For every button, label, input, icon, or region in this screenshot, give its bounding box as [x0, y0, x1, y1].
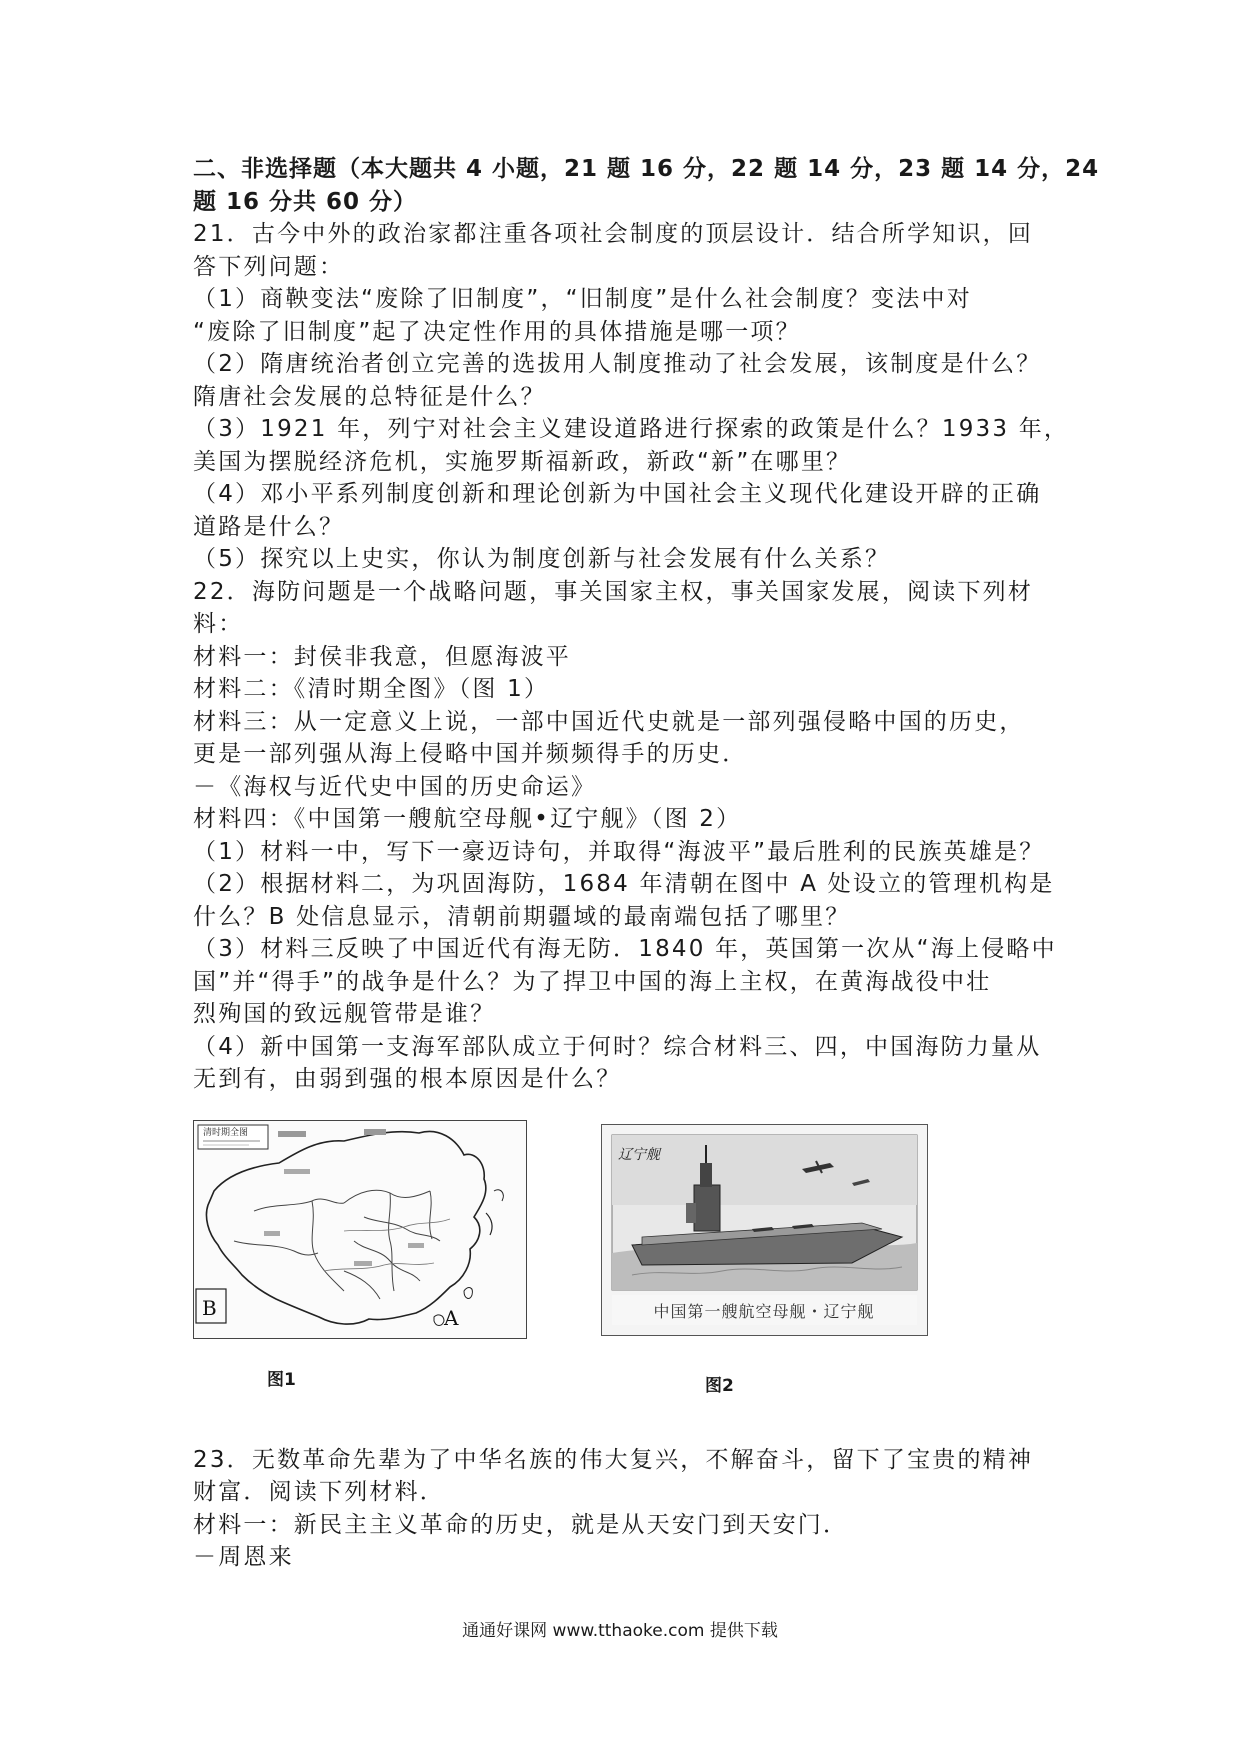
carrier-illustration	[602, 1125, 927, 1335]
question-content	[193, 153, 1100, 1574]
q23-line: －周恩来	[193, 1544, 294, 1570]
q21-line: 美国为摆脱经济危机，实施罗斯福新政，新政“新”在哪里？	[193, 448, 852, 475]
q22-line: 更是一部列强从海上侵略中国并频频得手的历史．	[193, 741, 748, 767]
q22-line: （2）根据材料二，为巩固海防，1684 年清朝在图中 A 处设立的管理机构是	[193, 871, 1055, 897]
question-21	[193, 218, 1070, 576]
q22-line: （3）材料三反映了中国近代有海无防．1840 年，英国第一次从“海上侵略中	[193, 936, 1057, 962]
figure-2-caption: 图2	[705, 1375, 734, 1396]
carrier-stamp-text: 辽宁舰	[618, 1146, 660, 1163]
q22-line: 什么？B 处信息显示，清朝前期疆域的最南端包括了哪里？	[193, 903, 851, 930]
q21-line: （5）探究以上史实，你认为制度创新与社会发展有什么关系？	[193, 546, 891, 572]
q22-line: 材料四：《中国第一艘航空母舰•辽宁舰》（图 2）	[193, 806, 742, 832]
q21-line: 隋唐社会发展的总特征是什么？	[193, 383, 546, 410]
carrier-banner: 中国第一艘航空母舰・辽宁舰	[653, 1301, 875, 1321]
q22-line: 材料一：封侯非我意，但愿海波平	[193, 643, 571, 670]
q22-line: －《海权与近代史中国的历史命运》	[193, 773, 597, 800]
figure-1-qing-map	[193, 1120, 527, 1339]
map-label-a: A	[444, 1305, 459, 1330]
q21-line: “废除了旧制度”起了决定性作用的具体措施是哪一项？	[193, 318, 801, 345]
page-footer: 通通好课网 www.tthaoke.com 提供下载	[462, 1621, 778, 1641]
question-22	[193, 576, 1063, 1096]
q22-line: 国”并“得手”的战争是什么？为了捍卫中国的海上主权，在黄海战役中壮	[193, 968, 992, 995]
q22-line: （1）材料一中，写下一豪迈诗句，并取得“海波平”最后胜利的民族英雄是？	[193, 838, 1045, 865]
figures-row	[193, 1110, 1063, 1410]
q21-line: （4）邓小平系列制度创新和理论创新为中国社会主义现代化建设开辟的正确	[193, 481, 1042, 507]
spacer	[193, 1410, 1063, 1444]
q22-line: 料：	[193, 611, 244, 637]
q21-line: 答下列问题：	[193, 253, 345, 280]
q21-line: （2）隋唐统治者创立完善的选拔用人制度推动了社会发展，该制度是什么？	[193, 351, 1042, 377]
q23-line: 财富．阅读下列材料．	[193, 1479, 445, 1505]
map-label-b: B	[202, 1295, 217, 1320]
q22-line: （4）新中国第一支海军部队成立于何时？综合材料三、四，中国海防力量从	[193, 1033, 1042, 1060]
q22-line: 22．海防问题是一个战略问题，事关国家主权，事关国家发展，阅读下列材	[193, 578, 1034, 605]
map-illustration	[194, 1121, 526, 1338]
section-heading-line-2: 题 16 分共 60 分）	[193, 188, 418, 215]
q22-line: 材料二：《清时期全图》（图 1）	[193, 676, 550, 702]
q22-line: 材料三：从一定意义上说，一部中国近代史就是一部列强侵略中国的历史，	[193, 708, 1025, 735]
q21-line: 道路是什么？	[193, 513, 345, 540]
map-title-box: 清时期全图	[203, 1127, 249, 1138]
q21-line: 21．古今中外的政治家都注重各项社会制度的顶层设计．结合所学知识，回	[193, 221, 1034, 247]
figure-2-liaoning-carrier	[601, 1124, 928, 1336]
q21-line: （1）商鞅变法“废除了旧制度”，“旧制度”是什么社会制度？变法中对	[193, 286, 972, 312]
q23-line: 23．无数革命先辈为了中华名族的伟大复兴，不解奋斗，留下了宝贵的精神	[193, 1446, 1034, 1473]
q23-line: 材料一：新民主主义革命的历史，就是从天安门到天安门．	[193, 1511, 849, 1538]
q21-line: （3）1921 年，列宁对社会主义建设道路进行探索的政策是什么？1933 年，	[193, 416, 1070, 442]
q22-line: 无到有，由弱到强的根本原因是什么？	[193, 1066, 622, 1092]
question-23	[193, 1444, 1063, 1574]
section-heading-line-1: 二、非选择题（本大题共 4 小题，21 题 16 分，22 题 14 分，23 题 14 分，24	[193, 156, 1100, 182]
figure-1-caption: 图1	[267, 1369, 296, 1390]
q22-line: 烈殉国的致远舰管带是谁？	[193, 1001, 496, 1027]
